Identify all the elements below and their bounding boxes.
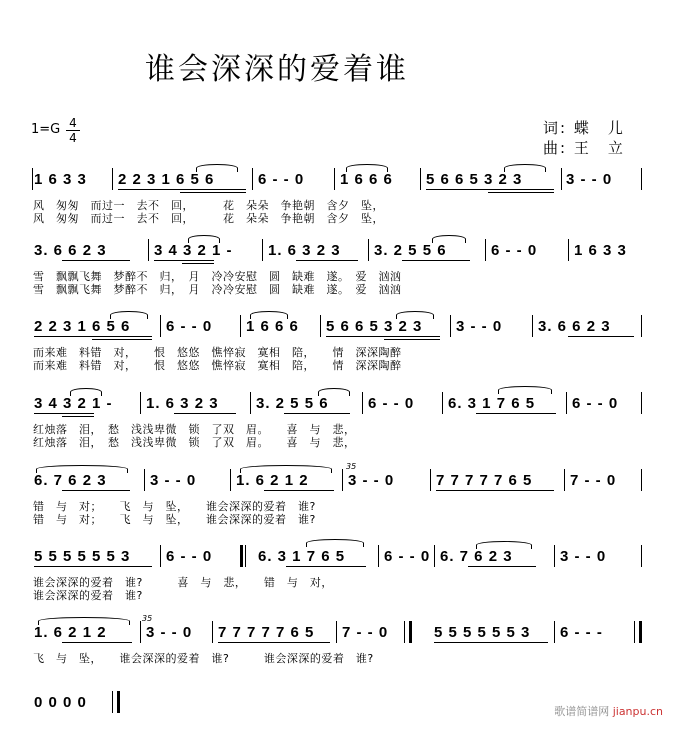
time-signature-bottom: 4 xyxy=(69,131,77,145)
time-signature-top: 4 xyxy=(69,116,77,130)
measure: 1. 6 3 2 3 xyxy=(146,395,219,412)
measure: 0 0 0 0 xyxy=(34,694,87,711)
watermark-site: 歌谱简谱网 xyxy=(554,705,610,718)
measure: 7 - - 0 xyxy=(342,624,389,641)
measure: 3. 2 5 5 6 xyxy=(256,395,329,412)
lyrics-line: 雪 飘飘飞舞 梦醉不 归， 月 冷冷安慰 圆 缺难 遂。 爱 汹汹 xyxy=(33,270,402,283)
measure: 3 - - 0 xyxy=(560,548,607,565)
lyrics-line: 而来难 料错 对， 恨 悠悠 憔悴寂 寞相 陪， 情 深深陶醉 xyxy=(33,359,402,372)
watermark-domain: jianpu.cn xyxy=(612,705,663,718)
page-title: 谁会深深的爱着谁 xyxy=(145,52,409,87)
measure: 3. 2 5 5 6 xyxy=(374,242,447,259)
passage-mark: 35 xyxy=(346,462,357,471)
measure: 2 2 3 1 6 5 6 xyxy=(118,171,215,188)
lyrics-line: 风 匆匆 而过一 去不 回， 花 朵朵 争艳朝 含夕 坠， xyxy=(33,199,384,212)
measure: 6 - - 0 xyxy=(166,318,213,335)
measure: 1 6 3 3 xyxy=(574,242,627,259)
measure: 6 - - 0 xyxy=(258,171,305,188)
measure: 6 - - 0 xyxy=(166,548,213,565)
measure: 1 6 6 6 xyxy=(340,171,393,188)
measure: 6 - - 0 xyxy=(491,242,538,259)
measure: 6 - - 0 xyxy=(572,395,619,412)
measure: 3 - - 0 xyxy=(566,171,613,188)
measure: 3 4 3 2 1 - xyxy=(34,395,113,412)
measure: 1 6 6 6 xyxy=(246,318,299,335)
measure: 1. 6 2 1 2 xyxy=(236,472,309,489)
measure: 5 5 5 5 5 5 3 xyxy=(434,624,531,641)
measure: 7 7 7 7 7 6 5 xyxy=(436,472,533,489)
lyrics-line: 错 与 对； 飞 与 坠， 谁会深深的爱着 谁? xyxy=(33,500,316,513)
measure: 1. 6 3 2 3 xyxy=(268,242,341,259)
measure: 6 - - 0 xyxy=(384,548,431,565)
measure: 2 2 3 1 6 5 6 xyxy=(34,318,131,335)
measure: 6. 3 1 7 6 5 xyxy=(258,548,346,565)
watermark xyxy=(554,703,663,719)
measure: 6 - - - xyxy=(560,624,603,641)
passage-mark: 35 xyxy=(142,614,153,623)
lyrics-line: 红烛落 泪， 愁 浅浅卑微 锁 了双 眉。 喜 与 悲， xyxy=(33,436,356,449)
measure: 5 5 5 5 5 5 3 xyxy=(34,548,131,565)
measure: 1 6 3 3 xyxy=(34,171,87,188)
measure: 6. 7 6 2 3 xyxy=(34,472,107,489)
measure: 5 6 6 5 3 2 3 xyxy=(326,318,423,335)
measure: 3 - - 0 xyxy=(150,472,197,489)
measure: 1. 6 2 1 2 xyxy=(34,624,107,641)
composer-credit: 曲: 王 立 xyxy=(543,139,625,157)
lyrics-line: 谁会深深的爱着 谁? 喜 与 悲， 错 与 对， xyxy=(33,576,333,589)
key-signature: 1=G xyxy=(31,122,61,137)
lyrics-line: 而来难 料错 对， 恨 悠悠 憔悴寂 寞相 陪， 情 深深陶醉 xyxy=(33,346,402,359)
lyrics-line: 飞 与 坠， 谁会深深的爱着 谁? 谁会深深的爱着 谁? xyxy=(33,652,374,665)
lyrics-line: 雪 飘飘飞舞 梦醉不 归， 月 冷冷安慰 圆 缺难 遂。 爱 汹汹 xyxy=(33,283,402,296)
measure: 7 - - 0 xyxy=(570,472,617,489)
measure: 5 6 6 5 3 2 3 xyxy=(426,171,523,188)
measure: 3 - - 0 xyxy=(456,318,503,335)
measure: 6 - - 0 xyxy=(368,395,415,412)
measure: 3. 6 6 2 3 xyxy=(538,318,611,335)
lyricist-credit: 词: 蝶 儿 xyxy=(543,119,625,137)
measure: 7 7 7 7 7 6 5 xyxy=(218,624,315,641)
lyrics-line: 错 与 对； 飞 与 坠， 谁会深深的爱着 谁? xyxy=(33,513,316,526)
lyrics-line: 谁会深深的爱着 谁? xyxy=(33,589,143,602)
lyrics-line: 风 匆匆 而过一 去不 回， 花 朵朵 争艳朝 含夕 坠， xyxy=(33,212,384,225)
measure: 6. 7 6 2 3 xyxy=(440,548,513,565)
lyrics-line: 红烛落 泪， 愁 浅浅卑微 锁 了双 眉。 喜 与 悲， xyxy=(33,423,356,436)
measure: 6. 3 1 7 6 5 xyxy=(448,395,536,412)
time-signature xyxy=(66,117,80,144)
measure: 3 4 3 2 1 - xyxy=(154,242,233,259)
measure: 3 - - 0 xyxy=(348,472,395,489)
measure: 3 - - 0 xyxy=(146,624,193,641)
measure: 3. 6 6 2 3 xyxy=(34,242,107,259)
